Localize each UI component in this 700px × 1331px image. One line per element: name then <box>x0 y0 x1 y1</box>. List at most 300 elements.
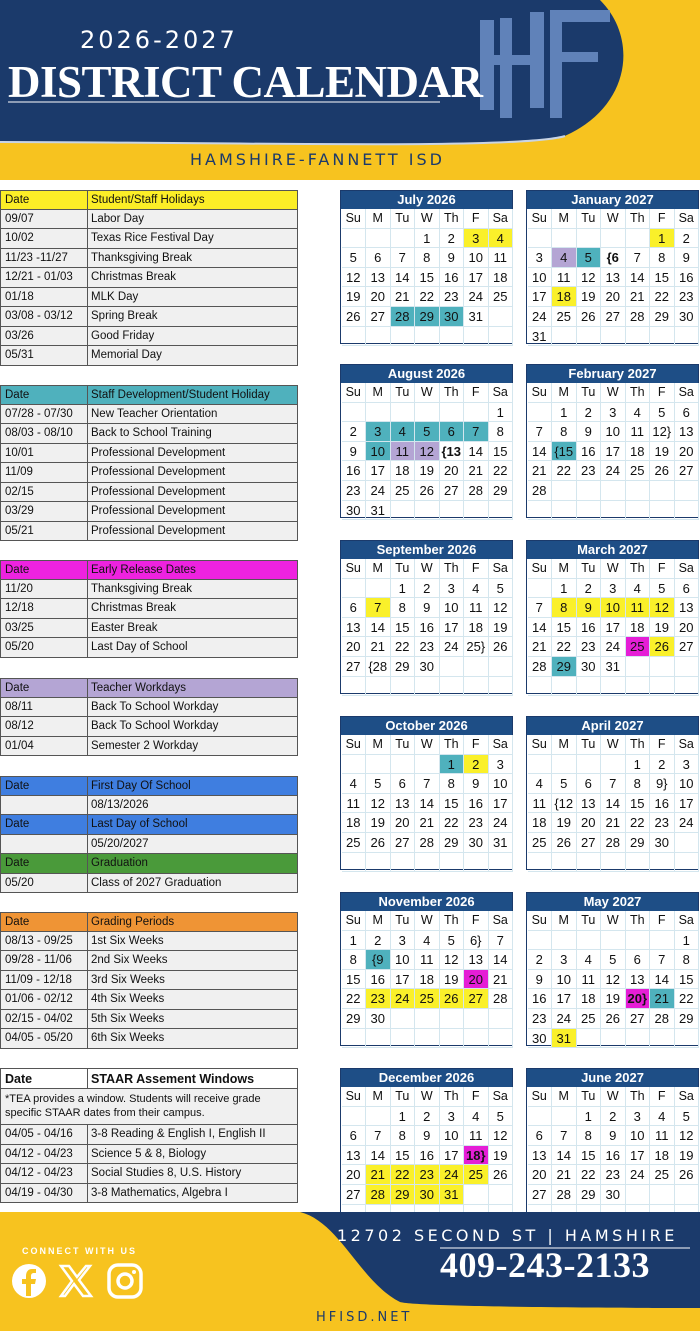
day-cell[interactable]: 22 <box>415 287 440 307</box>
day-cell[interactable]: 19 <box>440 970 465 990</box>
day-cell[interactable]: 16 <box>415 1146 440 1166</box>
day-cell[interactable]: 3 <box>366 422 391 442</box>
day-cell[interactable]: 8 <box>650 248 675 268</box>
day-cell[interactable]: 12 <box>489 1126 514 1146</box>
day-cell[interactable]: 1 <box>577 1107 602 1127</box>
day-cell[interactable]: 24 <box>601 461 626 481</box>
day-cell[interactable]: 10 <box>464 248 489 268</box>
day-cell[interactable]: 10 <box>440 1126 465 1146</box>
day-cell[interactable]: 3 <box>675 755 700 775</box>
day-cell[interactable]: 24 <box>601 637 626 657</box>
day-cell[interactable]: 30 <box>528 1029 553 1049</box>
day-cell[interactable]: 7 <box>626 248 651 268</box>
day-cell[interactable]: 14 <box>391 268 416 288</box>
day-cell[interactable]: 8 <box>440 774 465 794</box>
day-cell[interactable]: {9 <box>366 950 391 970</box>
day-cell[interactable]: 7 <box>601 774 626 794</box>
day-cell[interactable]: 18 <box>552 287 577 307</box>
x-icon[interactable] <box>58 1262 94 1300</box>
day-cell[interactable]: 23 <box>440 287 465 307</box>
day-cell[interactable]: 19 <box>366 813 391 833</box>
day-cell[interactable]: 1 <box>342 931 367 951</box>
day-cell[interactable]: 1 <box>552 579 577 599</box>
day-cell[interactable]: 24 <box>440 637 465 657</box>
day-cell[interactable]: 13 <box>675 598 700 618</box>
day-cell[interactable]: 17 <box>601 442 626 462</box>
day-cell[interactable]: 10 <box>489 774 514 794</box>
day-cell[interactable]: 10 <box>601 422 626 442</box>
day-cell[interactable]: 4 <box>464 1107 489 1127</box>
day-cell[interactable]: 23 <box>601 1165 626 1185</box>
day-cell[interactable]: 8 <box>552 422 577 442</box>
day-cell[interactable]: 26 <box>601 1009 626 1029</box>
day-cell[interactable]: 30 <box>650 833 675 853</box>
day-cell[interactable]: 27 <box>366 307 391 327</box>
day-cell[interactable]: 23 <box>415 637 440 657</box>
day-cell[interactable]: 28 <box>489 989 514 1009</box>
day-cell[interactable]: 11 <box>626 422 651 442</box>
day-cell[interactable]: 9 <box>415 1126 440 1146</box>
day-cell[interactable]: 12 <box>415 442 440 462</box>
day-cell[interactable]: 29 <box>675 1009 700 1029</box>
day-cell[interactable]: 27 <box>626 1009 651 1029</box>
day-cell[interactable]: 1 <box>489 403 514 423</box>
day-cell[interactable]: 21 <box>489 970 514 990</box>
day-cell[interactable]: 9 <box>342 442 367 462</box>
day-cell[interactable]: 11 <box>489 248 514 268</box>
day-cell[interactable]: 17 <box>626 1146 651 1166</box>
day-cell[interactable]: 22 <box>650 287 675 307</box>
day-cell[interactable]: 2 <box>415 1107 440 1127</box>
day-cell[interactable]: {13 <box>440 442 465 462</box>
day-cell[interactable]: 27 <box>440 481 465 501</box>
day-cell[interactable]: 8 <box>675 950 700 970</box>
day-cell[interactable]: 31 <box>601 657 626 677</box>
day-cell[interactable]: 17 <box>489 794 514 814</box>
day-cell[interactable]: 17 <box>391 970 416 990</box>
day-cell[interactable]: 20 <box>577 813 602 833</box>
day-cell[interactable]: 31 <box>366 501 391 521</box>
day-cell[interactable]: 12 <box>650 598 675 618</box>
day-cell[interactable]: 17 <box>464 268 489 288</box>
day-cell[interactable]: 25 <box>626 637 651 657</box>
day-cell[interactable]: 15 <box>440 794 465 814</box>
day-cell[interactable]: 19 <box>552 813 577 833</box>
day-cell[interactable]: 29 <box>552 657 577 677</box>
day-cell[interactable]: 2 <box>464 755 489 775</box>
day-cell[interactable]: 1 <box>552 403 577 423</box>
day-cell[interactable]: 20 <box>342 637 367 657</box>
day-cell[interactable]: 30 <box>675 307 700 327</box>
day-cell[interactable]: 21 <box>415 813 440 833</box>
day-cell[interactable]: 2 <box>440 229 465 249</box>
day-cell[interactable]: 30 <box>415 657 440 677</box>
day-cell[interactable]: 7 <box>489 931 514 951</box>
day-cell[interactable]: 24 <box>464 287 489 307</box>
day-cell[interactable]: 20 <box>342 1165 367 1185</box>
day-cell[interactable]: 18 <box>650 1146 675 1166</box>
day-cell[interactable]: 18 <box>391 461 416 481</box>
day-cell[interactable]: 1 <box>626 755 651 775</box>
day-cell[interactable]: 14 <box>528 618 553 638</box>
day-cell[interactable]: 16 <box>601 1146 626 1166</box>
day-cell[interactable]: 14 <box>601 794 626 814</box>
day-cell[interactable]: 23 <box>675 287 700 307</box>
day-cell[interactable]: 18 <box>464 618 489 638</box>
day-cell[interactable]: 10 <box>528 268 553 288</box>
day-cell[interactable]: 8 <box>415 248 440 268</box>
day-cell[interactable]: 8 <box>391 598 416 618</box>
day-cell[interactable]: 27 <box>391 833 416 853</box>
day-cell[interactable]: 15 <box>552 618 577 638</box>
day-cell[interactable]: 27 <box>675 461 700 481</box>
day-cell[interactable]: 18 <box>489 268 514 288</box>
day-cell[interactable]: 2 <box>415 579 440 599</box>
day-cell[interactable]: 12 <box>489 598 514 618</box>
day-cell[interactable]: 21 <box>552 1165 577 1185</box>
day-cell[interactable]: 3 <box>391 931 416 951</box>
day-cell[interactable]: 9 <box>601 1126 626 1146</box>
day-cell[interactable]: 21 <box>650 989 675 1009</box>
day-cell[interactable]: 4 <box>391 422 416 442</box>
day-cell[interactable]: 13 <box>391 794 416 814</box>
day-cell[interactable]: 1 <box>440 755 465 775</box>
day-cell[interactable]: 10 <box>601 598 626 618</box>
day-cell[interactable]: 25 <box>489 287 514 307</box>
day-cell[interactable]: 15 <box>342 970 367 990</box>
day-cell[interactable]: 28 <box>528 657 553 677</box>
day-cell[interactable]: 25 <box>577 1009 602 1029</box>
day-cell[interactable]: 28 <box>415 833 440 853</box>
instagram-icon[interactable] <box>106 1262 144 1300</box>
day-cell[interactable]: 10 <box>626 1126 651 1146</box>
day-cell[interactable]: 16 <box>342 461 367 481</box>
day-cell[interactable]: 10 <box>675 774 700 794</box>
day-cell[interactable]: 22 <box>626 813 651 833</box>
day-cell[interactable]: 7 <box>650 950 675 970</box>
day-cell[interactable]: 22 <box>489 461 514 481</box>
day-cell[interactable]: 22 <box>342 989 367 1009</box>
day-cell[interactable]: 2 <box>650 755 675 775</box>
day-cell[interactable]: 31 <box>489 833 514 853</box>
day-cell[interactable]: 26 <box>415 481 440 501</box>
day-cell[interactable]: 21 <box>626 287 651 307</box>
day-cell[interactable]: 21 <box>528 637 553 657</box>
day-cell[interactable]: 12 <box>675 1126 700 1146</box>
day-cell[interactable]: 11 <box>464 598 489 618</box>
day-cell[interactable]: 6 <box>342 1126 367 1146</box>
day-cell[interactable]: 10 <box>366 442 391 462</box>
day-cell[interactable]: 11 <box>528 794 553 814</box>
day-cell[interactable]: 13 <box>342 618 367 638</box>
day-cell[interactable]: 27 <box>464 989 489 1009</box>
day-cell[interactable]: 30 <box>577 657 602 677</box>
day-cell[interactable]: 29 <box>342 1009 367 1029</box>
day-cell[interactable]: 7 <box>528 422 553 442</box>
day-cell[interactable]: 7 <box>528 598 553 618</box>
day-cell[interactable]: 3 <box>552 950 577 970</box>
day-cell[interactable]: 2 <box>577 579 602 599</box>
day-cell[interactable]: 29 <box>650 307 675 327</box>
day-cell[interactable]: 5 <box>415 422 440 442</box>
day-cell[interactable]: 28 <box>601 833 626 853</box>
day-cell[interactable]: 10 <box>552 970 577 990</box>
day-cell[interactable]: 4 <box>342 774 367 794</box>
day-cell[interactable]: 15 <box>626 794 651 814</box>
day-cell[interactable]: 7 <box>366 598 391 618</box>
day-cell[interactable]: 21 <box>464 461 489 481</box>
day-cell[interactable]: 26 <box>342 307 367 327</box>
day-cell[interactable]: 11 <box>626 598 651 618</box>
day-cell[interactable]: 19 <box>650 618 675 638</box>
day-cell[interactable]: 25} <box>464 637 489 657</box>
day-cell[interactable]: 30 <box>464 833 489 853</box>
day-cell[interactable]: 14 <box>528 442 553 462</box>
day-cell[interactable]: 4 <box>415 931 440 951</box>
day-cell[interactable]: 22 <box>552 637 577 657</box>
day-cell[interactable]: 4 <box>489 229 514 249</box>
day-cell[interactable]: 31 <box>464 307 489 327</box>
day-cell[interactable]: 31 <box>440 1185 465 1205</box>
day-cell[interactable]: 26 <box>650 637 675 657</box>
day-cell[interactable]: 13 <box>675 422 700 442</box>
day-cell[interactable]: 14 <box>366 1146 391 1166</box>
day-cell[interactable]: 16 <box>366 970 391 990</box>
day-cell[interactable]: 6} <box>464 931 489 951</box>
day-cell[interactable]: 14 <box>626 268 651 288</box>
day-cell[interactable]: 3 <box>489 755 514 775</box>
day-cell[interactable]: 9 <box>528 970 553 990</box>
day-cell[interactable]: 3 <box>464 229 489 249</box>
day-cell[interactable]: 13 <box>626 970 651 990</box>
day-cell[interactable]: 19 <box>601 989 626 1009</box>
day-cell[interactable]: 8 <box>489 422 514 442</box>
day-cell[interactable]: 24 <box>675 813 700 833</box>
day-cell[interactable]: {28 <box>366 657 391 677</box>
day-cell[interactable]: 28 <box>528 481 553 501</box>
day-cell[interactable]: {12 <box>552 794 577 814</box>
day-cell[interactable]: 26 <box>577 307 602 327</box>
day-cell[interactable]: 28 <box>464 481 489 501</box>
day-cell[interactable]: 28 <box>391 307 416 327</box>
day-cell[interactable]: 18 <box>577 989 602 1009</box>
day-cell[interactable]: 21 <box>366 1165 391 1185</box>
day-cell[interactable]: 30 <box>440 307 465 327</box>
day-cell[interactable]: 26 <box>489 637 514 657</box>
day-cell[interactable]: 5 <box>489 1107 514 1127</box>
day-cell[interactable]: 8 <box>342 950 367 970</box>
day-cell[interactable]: 24 <box>552 1009 577 1029</box>
day-cell[interactable]: 3 <box>440 1107 465 1127</box>
day-cell[interactable]: 26 <box>675 1165 700 1185</box>
day-cell[interactable]: 23 <box>528 1009 553 1029</box>
day-cell[interactable]: 23 <box>650 813 675 833</box>
day-cell[interactable]: 13 <box>601 268 626 288</box>
day-cell[interactable]: 16 <box>577 618 602 638</box>
day-cell[interactable]: 25 <box>415 989 440 1009</box>
day-cell[interactable]: 26 <box>366 833 391 853</box>
day-cell[interactable]: 15 <box>391 1146 416 1166</box>
day-cell[interactable]: 6 <box>675 403 700 423</box>
day-cell[interactable]: 23 <box>464 813 489 833</box>
day-cell[interactable]: 22 <box>391 1165 416 1185</box>
day-cell[interactable]: 6 <box>366 248 391 268</box>
day-cell[interactable]: 14 <box>650 970 675 990</box>
day-cell[interactable]: 15 <box>489 442 514 462</box>
day-cell[interactable]: 29 <box>440 833 465 853</box>
day-cell[interactable]: 20 <box>464 970 489 990</box>
day-cell[interactable]: 19 <box>577 287 602 307</box>
day-cell[interactable]: 22 <box>440 813 465 833</box>
day-cell[interactable]: 15 <box>391 618 416 638</box>
day-cell[interactable]: 30 <box>342 501 367 521</box>
day-cell[interactable]: 6 <box>675 579 700 599</box>
day-cell[interactable]: 14 <box>489 950 514 970</box>
day-cell[interactable]: 11 <box>342 794 367 814</box>
day-cell[interactable]: 23 <box>577 461 602 481</box>
day-cell[interactable]: 12 <box>577 268 602 288</box>
day-cell[interactable]: 17 <box>601 618 626 638</box>
day-cell[interactable]: 25 <box>342 833 367 853</box>
day-cell[interactable]: 4 <box>626 579 651 599</box>
day-cell[interactable]: 3 <box>626 1107 651 1127</box>
day-cell[interactable]: 8 <box>552 598 577 618</box>
website-link[interactable]: HFISD.NET <box>316 1310 413 1325</box>
day-cell[interactable]: 16 <box>464 794 489 814</box>
day-cell[interactable]: 12} <box>650 422 675 442</box>
day-cell[interactable]: 23 <box>342 481 367 501</box>
day-cell[interactable]: 20 <box>366 287 391 307</box>
day-cell[interactable]: 9 <box>577 422 602 442</box>
day-cell[interactable]: 5 <box>489 579 514 599</box>
day-cell[interactable]: 17 <box>528 287 553 307</box>
day-cell[interactable]: 7 <box>366 1126 391 1146</box>
day-cell[interactable]: 8 <box>391 1126 416 1146</box>
day-cell[interactable]: 24 <box>366 481 391 501</box>
day-cell[interactable]: 27 <box>577 833 602 853</box>
day-cell[interactable]: {15 <box>552 442 577 462</box>
day-cell[interactable]: 24 <box>489 813 514 833</box>
day-cell[interactable]: 22 <box>391 637 416 657</box>
facebook-icon[interactable] <box>10 1262 48 1300</box>
day-cell[interactable]: 8 <box>577 1126 602 1146</box>
day-cell[interactable]: 11 <box>552 268 577 288</box>
day-cell[interactable]: 17 <box>552 989 577 1009</box>
day-cell[interactable]: 15 <box>415 268 440 288</box>
day-cell[interactable]: 5 <box>675 1107 700 1127</box>
day-cell[interactable]: 2 <box>342 422 367 442</box>
day-cell[interactable]: 9 <box>415 598 440 618</box>
day-cell[interactable]: 29 <box>391 657 416 677</box>
day-cell[interactable]: 25 <box>626 461 651 481</box>
day-cell[interactable]: 27 <box>342 1185 367 1205</box>
day-cell[interactable]: 7 <box>415 774 440 794</box>
day-cell[interactable]: 25 <box>391 481 416 501</box>
day-cell[interactable]: 30 <box>601 1185 626 1205</box>
day-cell[interactable]: 9 <box>464 774 489 794</box>
day-cell[interactable]: 31 <box>528 327 553 347</box>
day-cell[interactable]: 31 <box>552 1029 577 1049</box>
day-cell[interactable]: 21 <box>391 287 416 307</box>
day-cell[interactable]: 26 <box>489 1165 514 1185</box>
day-cell[interactable]: 11 <box>415 950 440 970</box>
day-cell[interactable]: 5 <box>650 579 675 599</box>
day-cell[interactable]: 21 <box>366 637 391 657</box>
day-cell[interactable]: 12 <box>342 268 367 288</box>
day-cell[interactable]: 26 <box>552 833 577 853</box>
day-cell[interactable]: 29 <box>626 833 651 853</box>
day-cell[interactable]: 6 <box>391 774 416 794</box>
day-cell[interactable]: 19 <box>675 1146 700 1166</box>
day-cell[interactable]: 3 <box>601 403 626 423</box>
day-cell[interactable]: 14 <box>366 618 391 638</box>
day-cell[interactable]: 28 <box>626 307 651 327</box>
day-cell[interactable]: 4 <box>650 1107 675 1127</box>
day-cell[interactable]: 3 <box>528 248 553 268</box>
day-cell[interactable]: 4 <box>577 950 602 970</box>
day-cell[interactable]: 13 <box>366 268 391 288</box>
day-cell[interactable]: 16 <box>650 794 675 814</box>
day-cell[interactable]: 20} <box>626 989 651 1009</box>
day-cell[interactable]: 20 <box>440 461 465 481</box>
day-cell[interactable]: 12 <box>366 794 391 814</box>
day-cell[interactable]: 11 <box>391 442 416 462</box>
day-cell[interactable]: 4 <box>552 248 577 268</box>
day-cell[interactable]: 20 <box>391 813 416 833</box>
day-cell[interactable]: 19 <box>415 461 440 481</box>
day-cell[interactable]: 23 <box>366 989 391 1009</box>
day-cell[interactable]: 25 <box>650 1165 675 1185</box>
day-cell[interactable]: 12 <box>440 950 465 970</box>
day-cell[interactable]: 27 <box>601 307 626 327</box>
day-cell[interactable]: 15 <box>577 1146 602 1166</box>
day-cell[interactable]: 2 <box>528 950 553 970</box>
day-cell[interactable]: 30 <box>366 1009 391 1029</box>
day-cell[interactable]: 19 <box>489 1146 514 1166</box>
day-cell[interactable]: 5 <box>650 403 675 423</box>
day-cell[interactable]: 25 <box>552 307 577 327</box>
day-cell[interactable]: 7 <box>391 248 416 268</box>
day-cell[interactable]: 11 <box>577 970 602 990</box>
day-cell[interactable]: {6 <box>601 248 626 268</box>
day-cell[interactable]: 8 <box>626 774 651 794</box>
day-cell[interactable]: 9} <box>650 774 675 794</box>
day-cell[interactable]: 30 <box>415 1185 440 1205</box>
day-cell[interactable]: 11 <box>464 1126 489 1146</box>
day-cell[interactable]: 1 <box>675 931 700 951</box>
day-cell[interactable]: 17 <box>440 1146 465 1166</box>
day-cell[interactable]: 5 <box>601 950 626 970</box>
day-cell[interactable]: 22 <box>552 461 577 481</box>
day-cell[interactable]: 14 <box>415 794 440 814</box>
day-cell[interactable]: 1 <box>650 229 675 249</box>
day-cell[interactable]: 4 <box>528 774 553 794</box>
day-cell[interactable]: 20 <box>601 287 626 307</box>
day-cell[interactable]: 16 <box>440 268 465 288</box>
day-cell[interactable]: 24 <box>440 1165 465 1185</box>
day-cell[interactable]: 14 <box>464 442 489 462</box>
day-cell[interactable]: 1 <box>391 579 416 599</box>
day-cell[interactable]: 24 <box>391 989 416 1009</box>
day-cell[interactable]: 4 <box>464 579 489 599</box>
day-cell[interactable]: 1 <box>391 1107 416 1127</box>
day-cell[interactable]: 24 <box>528 307 553 327</box>
day-cell[interactable]: 1 <box>415 229 440 249</box>
day-cell[interactable]: 6 <box>528 1126 553 1146</box>
day-cell[interactable]: 5 <box>577 248 602 268</box>
day-cell[interactable]: 26 <box>440 989 465 1009</box>
day-cell[interactable]: 19 <box>650 442 675 462</box>
